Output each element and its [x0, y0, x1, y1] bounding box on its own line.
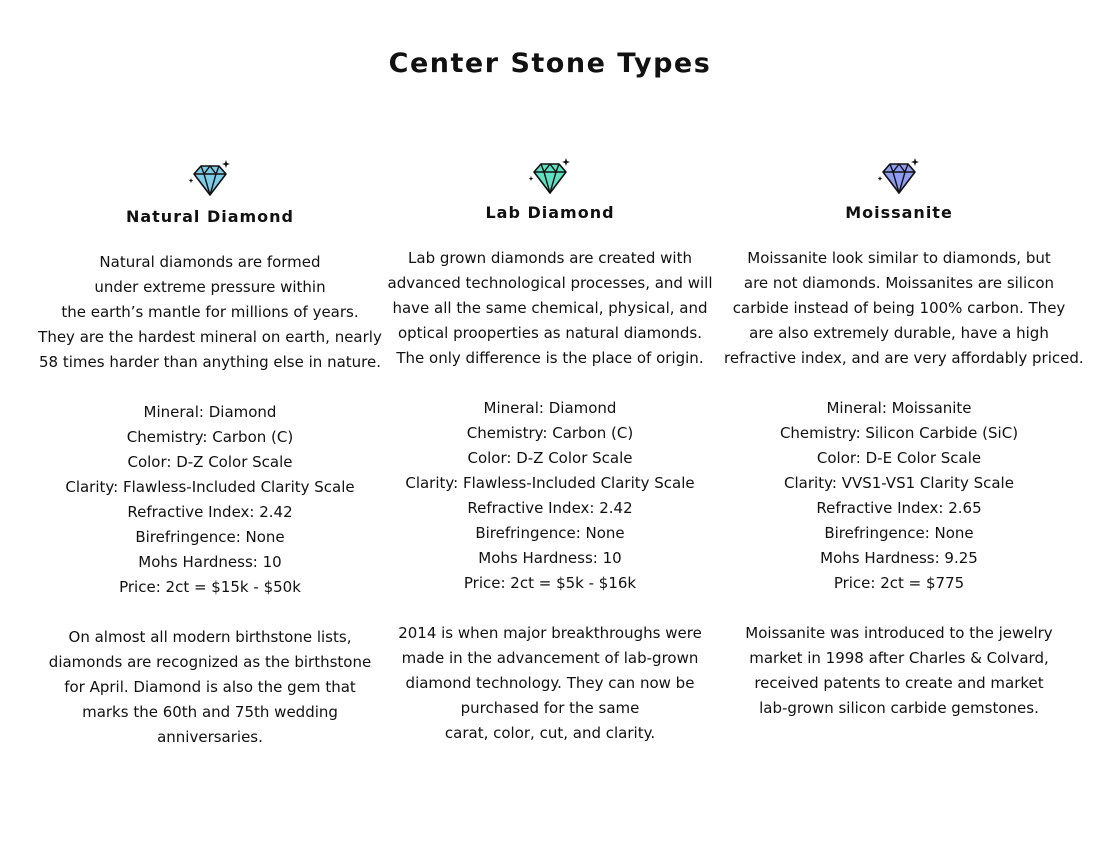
- spec-chemistry: Chemistry: Carbon (C): [466, 424, 634, 442]
- stone-name: Lab Diamond: [485, 203, 615, 222]
- spec-clarity: Clarity: Flawless-Included Clarity Scale: [405, 474, 695, 492]
- description: [724, 246, 1084, 371]
- stone-name: Natural Diamond: [125, 207, 295, 226]
- diamond-icon: [528, 156, 572, 198]
- notes: [35, 625, 385, 750]
- spec-birefringence: Birefringence: None: [824, 524, 974, 542]
- description-line: The only difference is the place of origin.: [396, 349, 704, 367]
- notes-line: purchased for the same: [460, 699, 640, 717]
- description-line: are also extremely durable, have a high: [749, 324, 1049, 342]
- spec-mineral: Mineral: Diamond: [143, 403, 277, 421]
- spec-birefringence: Birefringence: None: [135, 528, 285, 546]
- description: [35, 250, 385, 375]
- spec-mineral: Mineral: Diamond: [483, 399, 617, 417]
- spec-refractive-index: Refractive Index: 2.42: [127, 503, 293, 521]
- notes-line: carat, color, cut, and clarity.: [444, 724, 656, 742]
- notes-line: On almost all modern birthstone lists,: [68, 628, 352, 646]
- description-line: 58 times harder than anything else in nature.: [39, 353, 381, 371]
- spec-mineral: Mineral: Moissanite: [826, 399, 972, 417]
- spec-list: [375, 396, 725, 596]
- description-line: Lab grown diamonds are created with: [408, 249, 692, 267]
- notes-line: received patents to create and market: [754, 674, 1044, 692]
- page-title: Center Stone Types: [388, 48, 712, 79]
- notes-line: made in the advancement of lab-grown: [401, 649, 699, 667]
- description-line: the earth’s mantle for millions of years.: [61, 303, 359, 321]
- stone-column-lab-diamond: [375, 156, 725, 746]
- description-line: carbide instead of being 100% carbon. They: [732, 299, 1066, 317]
- diamond-icon: [188, 158, 232, 200]
- notes-line: Moissanite was introduced to the jewelry: [745, 624, 1053, 642]
- spec-clarity: Clarity: Flawless-Included Clarity Scale: [65, 478, 355, 496]
- spec-price: Price: 2ct = $15k - $50k: [119, 578, 301, 596]
- notes-line: 2014 is when major breakthroughs were: [398, 624, 702, 642]
- notes-line: for April. Diamond is also the gem that: [64, 678, 356, 696]
- notes-line: diamond technology. They can now be: [405, 674, 695, 692]
- notes-line: anniversaries.: [157, 728, 263, 746]
- description-line: optical prooperties as natural diamonds.: [397, 324, 703, 342]
- stone-column-natural-diamond: [35, 158, 385, 750]
- notes-line: market in 1998 after Charles & Colvard,: [749, 649, 1049, 667]
- spec-clarity: Clarity: VVS1-VS1 Clarity Scale: [784, 474, 1014, 492]
- notes-line: diamonds are recognized as the birthstone: [48, 653, 372, 671]
- description: [375, 246, 725, 371]
- spec-mohs-hardness: Mohs Hardness: 10: [138, 553, 282, 571]
- spec-refractive-index: Refractive Index: 2.42: [467, 499, 633, 517]
- spec-color: Color: D-Z Color Scale: [127, 453, 293, 471]
- spec-list: [35, 400, 385, 600]
- description-line: They are the hardest mineral on earth, nearly: [38, 328, 382, 346]
- spec-birefringence: Birefringence: None: [475, 524, 625, 542]
- notes: [375, 621, 725, 746]
- spec-mohs-hardness: Mohs Hardness: 9.25: [820, 549, 978, 567]
- description-line: have all the same chemical, physical, and: [392, 299, 708, 317]
- stone-name: Moissanite: [845, 203, 953, 222]
- spec-chemistry: Chemistry: Carbon (C): [126, 428, 294, 446]
- spec-refractive-index: Refractive Index: 2.65: [816, 499, 982, 517]
- diamond-icon: [877, 156, 921, 198]
- notes-line: lab-grown silicon carbide gemstones.: [759, 699, 1039, 717]
- spec-mohs-hardness: Mohs Hardness: 10: [478, 549, 622, 567]
- notes: [724, 621, 1074, 721]
- description-line: refractive index, and are very affordably priced.: [724, 349, 1084, 367]
- description-line: Moissanite look similar to diamonds, but: [747, 249, 1051, 267]
- description-line: are not diamonds. Moissanites are silicon: [743, 274, 1055, 292]
- spec-color: Color: D-Z Color Scale: [467, 449, 633, 467]
- spec-price: Price: 2ct = $775: [833, 574, 965, 592]
- spec-chemistry: Chemistry: Silicon Carbide (SiC): [779, 424, 1019, 442]
- description-line: advanced technological processes, and will: [387, 274, 713, 292]
- stone-column-moissanite: [724, 156, 1084, 721]
- description-line: Natural diamonds are formed: [99, 253, 321, 271]
- spec-color: Color: D-E Color Scale: [816, 449, 982, 467]
- spec-list: [724, 396, 1074, 596]
- description-line: under extreme pressure within: [94, 278, 326, 296]
- spec-price: Price: 2ct = $5k - $16k: [463, 574, 637, 592]
- notes-line: marks the 60th and 75th wedding: [82, 703, 338, 721]
